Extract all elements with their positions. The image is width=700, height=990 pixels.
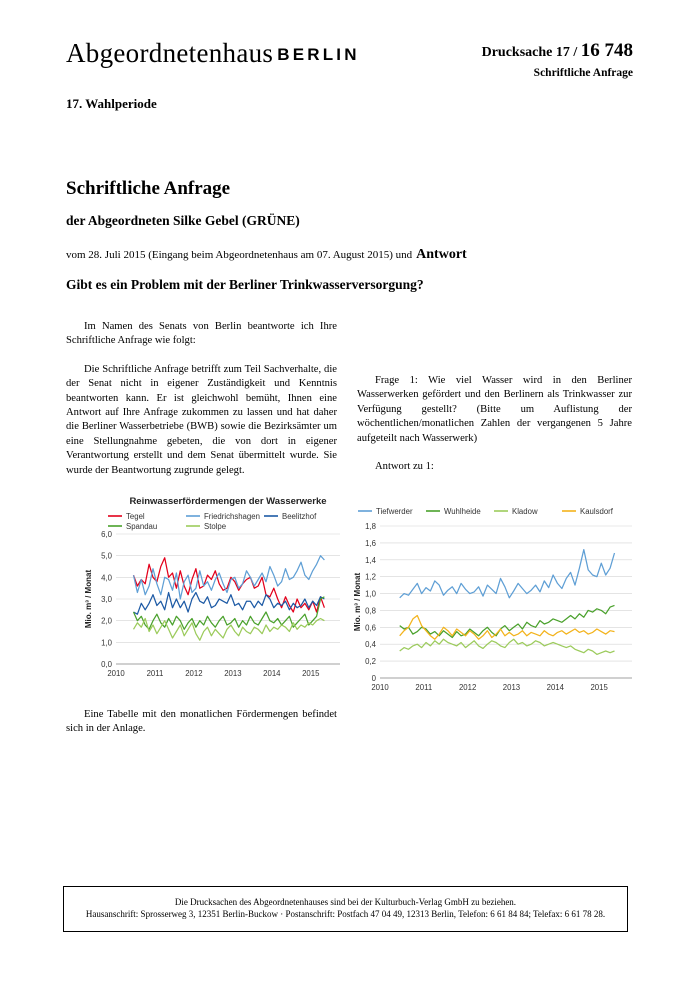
wahlperiode: 17. Wahlperiode — [66, 96, 157, 111]
x-tick-label: 2013 — [502, 683, 521, 692]
y-tick-label: 5,0 — [101, 551, 112, 561]
answer-1-label: Antwort zu 1: — [375, 461, 434, 473]
y-axis-label: Mio. m³ / Monat — [84, 569, 93, 629]
y-tick-label: 2,0 — [101, 616, 112, 626]
footer-box — [63, 886, 628, 932]
legend-label: Kladow — [512, 507, 538, 516]
y-tick-label: 0,4 — [365, 640, 376, 650]
question-title: Gibt es ein Problem mit der Berliner Trinkwasserversorgung? — [66, 277, 424, 292]
series-line-kladow — [400, 639, 615, 654]
table-note: Eine Tabelle mit den monatlichen Fördermengen befindet sich in der Anlage. — [66, 709, 337, 735]
chart-reinwasser — [80, 492, 348, 686]
x-tick-label: 2010 — [107, 669, 125, 678]
legend-label: Stolpe — [204, 522, 227, 531]
y-tick-label: 0,6 — [365, 623, 376, 633]
x-tick-label: 2013 — [224, 669, 242, 678]
date-line: vom 28. Juli 2015 (Eingang beim Abgeordnetenhaus am 07. August 2015) und Antwort — [66, 247, 467, 262]
chart-small-works — [352, 500, 637, 692]
y-tick-label: 1,4 — [365, 555, 376, 565]
legend-label: Friedrichshagen — [204, 512, 260, 521]
y-tick-label: 0,2 — [365, 657, 376, 667]
y-tick-label: 1,8 — [365, 522, 376, 531]
y-tick-label: 0,8 — [365, 606, 376, 616]
legend-label: Beelitzhof — [282, 512, 317, 521]
chart-title: Reinwasserfördermengen der Wasserwerke — [129, 496, 327, 507]
series-line-stolpe — [134, 619, 325, 641]
x-tick-label: 2012 — [185, 669, 203, 678]
y-tick-label: 1,0 — [101, 638, 112, 648]
y-tick-label: 1,0 — [365, 589, 376, 599]
x-tick-label: 2010 — [371, 683, 389, 692]
legend-label: Wuhlheide — [444, 507, 481, 516]
left-column — [66, 320, 337, 478]
intro-paragraph: Im Namen des Senats von Berlin beantworte ich Ihre Schriftliche Anfrage wie folgt: — [66, 321, 337, 347]
drucksache-number: Drucksache 17 / 16 748 — [481, 40, 633, 61]
x-tick-label: 2011 — [415, 683, 433, 692]
question-1: Frage 1: Wie viel Wasser wird in den Berliner Wasserwerken gefördert und den Berlinern als Trinkwasser zur Verfügung gestellt? (Bitte um Auflistung der wöchentlichen/monatlichen Zahlen der vergangenen 5 Jahre aufgeteilt nach Wasserwerk) — [357, 375, 632, 444]
legend-label: Spandau — [126, 522, 158, 531]
x-tick-label: 2011 — [146, 669, 164, 678]
footer-line-2: Hausanschrift: Sprosserweg 3, 12351 Berlin-Buckow · Postanschrift: Postfach 47 04 49, 12313 Berlin, Telefon: 6 61 84 84; Telefax: 6 61 78 28. — [85, 909, 606, 919]
x-tick-label: 2014 — [546, 683, 564, 692]
y-tick-label: 6,0 — [101, 530, 112, 539]
author-line: der Abgeordneten Silke Gebel (GRÜNE) — [66, 213, 300, 228]
parliament-logo — [66, 38, 360, 69]
right-column — [357, 374, 632, 474]
x-tick-label: 2014 — [263, 669, 281, 678]
y-tick-label: 0,0 — [101, 660, 112, 669]
footer-line-1: Die Drucksachen des Abgeordnetenhauses sind bei der Kulturbuch-Verlag GmbH zu beziehen. — [174, 897, 517, 907]
legend-label: Tiefwerder — [376, 507, 413, 516]
context-paragraph: Die Schriftliche Anfrage betrifft zum Teil Sachverhalte, die der Senat nicht in eigener Zuständigkeit und Kenntnis beantworten kann. Er ist gleichwohl bemüht, Ihnen eine Antwort auf Ihre Anfrage zukommen zu lassen und hat daher die Berliner Wasserbetriebe (BWB) sowie die Bezirksämter um eine Stellungnahme gebeten, die von dort in eigener Verantwortung erstellt und dem Senat übermittelt wurde. Sie wurde der Beantwortung zugrunde gelegt. — [66, 363, 337, 476]
logo-text: Abgeordnetenhaus — [66, 38, 274, 68]
logo-berlin: BERLIN — [277, 45, 360, 64]
y-tick-label: 1,6 — [365, 538, 376, 548]
legend-label: Kaulsdorf — [580, 507, 613, 516]
y-tick-label: 1,2 — [365, 572, 376, 582]
x-tick-label: 2015 — [590, 683, 608, 692]
page-title: Schriftliche Anfrage — [66, 178, 231, 199]
series-line-tiefwerder — [400, 550, 615, 598]
legend-label: Tegel — [126, 512, 145, 521]
y-tick-label: 4,0 — [101, 573, 112, 583]
x-tick-label: 2015 — [302, 669, 320, 678]
y-tick-label: 0 — [371, 674, 376, 683]
x-tick-label: 2012 — [458, 683, 477, 692]
y-tick-label: 3,0 — [101, 595, 112, 604]
y-axis-label: Mio. m³ / Monat — [353, 572, 362, 632]
doc-type: Schriftliche Anfrage — [533, 67, 633, 79]
